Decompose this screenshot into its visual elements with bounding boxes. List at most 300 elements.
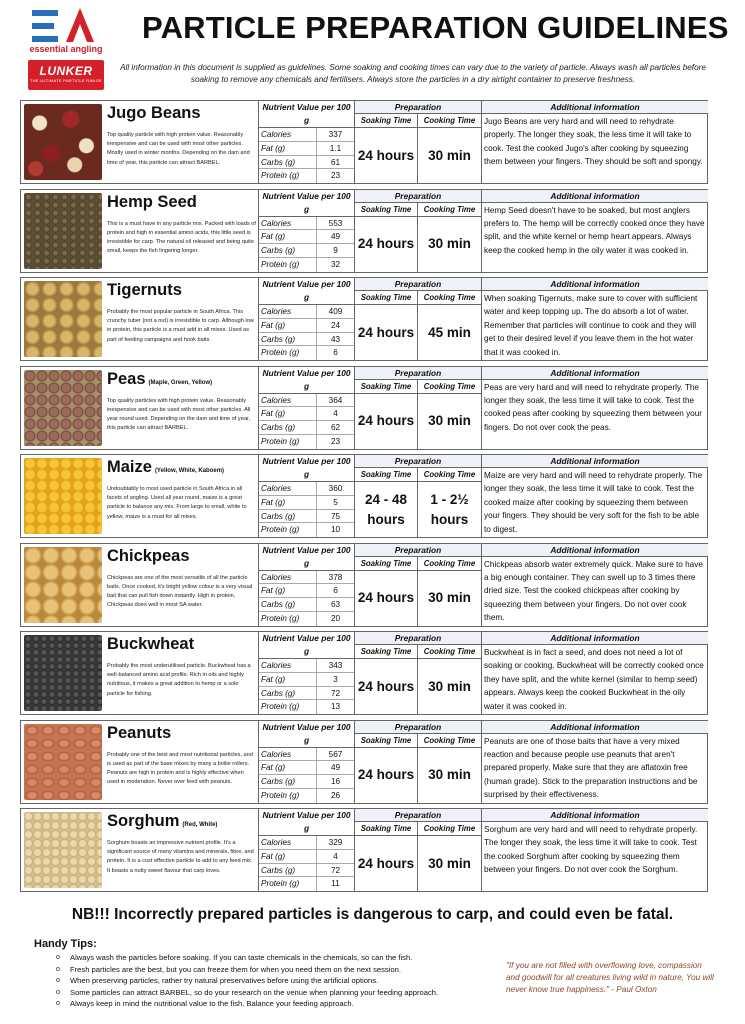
fat-value: 5 (333, 497, 338, 507)
particle-name (107, 812, 217, 831)
brand-name: essential angling (29, 44, 103, 54)
particle-name (107, 104, 204, 123)
quote: "If you are not filled with overflowing love, compassion and goodwill for all creatures living wild in nature, You will never know true happiness." - Paul Oxton (506, 961, 714, 994)
particle-photo (24, 547, 102, 623)
particle-description: Top quality particles with high protein value. Reasonably inexpensive and can be used with most other particles. All year round used. Depending on the dam and time of year, this particle can attract BARBEL. (107, 397, 251, 432)
tip-text: Fresh particles are the best, but you can freeze them for when you need them on the next session. (70, 964, 401, 974)
nutrient-label: Carbs (g) (259, 244, 317, 257)
nutrient-label: Protein (g) (259, 435, 317, 449)
additional-info-text: Sorghum are very hard and will need to rehydrate properly. The longer they soak, the less time it will take to cook. Test the cooked Sorghum after cooking by squeezing them between your fingers. Do not over cook the Sorghum. (484, 825, 698, 875)
nutrient-row (259, 510, 354, 524)
preparation-table (354, 809, 481, 891)
cooking-header: Cooking Time (423, 116, 476, 125)
fat-value: 4 (333, 851, 338, 861)
warning-text: NB!!! Incorrectly prepared particles is dangerous to carp, and could even be fatal. (71, 906, 674, 923)
preparation-times (355, 836, 481, 891)
particle-name (107, 458, 224, 477)
nutrient-label: Carbs (g) (259, 333, 317, 346)
nutrient-row (259, 612, 354, 626)
nutrient-label: Calories (259, 217, 317, 230)
preparation-times (355, 394, 481, 449)
nutrient-label: Fat (g) (259, 584, 317, 597)
soaking-time: 24 hours (355, 659, 418, 714)
additional-info-text: Maize are very hard and will need to rehydrate properly. The longer they soak, the less time it will take to cook. Test the cooked maize after cooking by squeezing them between your fingers. They should be very soft for the fish to be able to digest. (484, 471, 703, 534)
carbs-value: 62 (330, 423, 341, 432)
nutrient-label: Fat (g) (259, 142, 317, 155)
fat-value: 3 (333, 674, 338, 684)
tips-title: Handy Tips: (34, 938, 97, 950)
particle-name (107, 281, 185, 300)
nutrient-row (259, 394, 354, 408)
nutrient-row (259, 169, 354, 183)
page-title: PARTICLE PREPARATION GUIDELINES (142, 10, 729, 45)
soaking-header: Soaking Time (355, 734, 418, 747)
nutrient-label: Carbs (g) (259, 775, 317, 788)
preparation-header: Preparation (355, 632, 481, 645)
soaking-time: 24 hours (355, 128, 418, 183)
nutrient-row (259, 333, 354, 347)
additional-info-header: Additional information (482, 278, 708, 291)
nutrient-row (259, 673, 354, 687)
preparation-table (354, 278, 481, 360)
additional-info-text: Peas are very hard and will need to rehydrate properly. The longer they soak, the less time it will take to cook. Test the cooked peas after cooking by squeezing them between your fingers. Do not over cook the peas. (484, 382, 703, 432)
soaking-header: Soaking Time (355, 380, 418, 393)
carbs-value: 63 (330, 600, 341, 609)
nutrient-row (259, 761, 354, 775)
nutrient-table (258, 278, 354, 360)
nutrient-row (259, 687, 354, 701)
carbs-value: 9 (333, 246, 338, 255)
nutrient-row (259, 850, 354, 864)
nutrient-label: Fat (g) (259, 761, 317, 774)
preparation-times (355, 659, 481, 714)
particle-variety: (Red, White) (182, 822, 218, 828)
particle-description: Top quality particle with high protein value. Reasonably inexpensive and can be used with most other particles. Mostly used in winter months. Depending on the dam and time of year, this particle can attract BARBEL. (107, 132, 250, 166)
particle-variety: (Maple, Green, Yellow) (148, 379, 213, 386)
preparation-times (355, 571, 481, 626)
protein-value: 11 (331, 879, 340, 889)
nutrient-label: Protein (g) (259, 258, 317, 272)
nutrient-row (259, 523, 354, 537)
particle-card (20, 277, 708, 361)
nutrient-header: Nutrient Value per 100 g (259, 721, 354, 748)
cooking-time: 30 min (428, 590, 471, 605)
nutrient-row (259, 571, 354, 585)
particle-name-text: Buckwheat (107, 635, 195, 653)
protein-value: 26 (330, 790, 341, 800)
protein-value: 10 (330, 525, 341, 535)
particle-card (20, 720, 708, 804)
nutrient-table (258, 190, 354, 272)
nutrient-table (258, 367, 354, 449)
cooking-header: Cooking Time (423, 470, 476, 479)
calories-value: 553 (328, 218, 343, 228)
nutrient-header: Nutrient Value per 100 g (259, 809, 354, 836)
particle-description: Probably the most popular particle in South Africa. This crunchy tuber (not a nut) is irresistible to carp. Although low in protein, this particle is a must add in all mixes. Used as part of feeding campaigns and hook baits. (107, 309, 254, 343)
preparation-header: Preparation (355, 190, 481, 203)
bullet-icon: o (56, 954, 60, 961)
nutrient-row (259, 128, 354, 142)
preparation-header: Preparation (355, 278, 481, 291)
protein-value: 13 (330, 702, 341, 712)
tip-text: Always keep in mind the nutritional value to the fish. Balance your feeding approach. (70, 999, 354, 1009)
nutrient-label: Carbs (g) (259, 687, 317, 700)
particle-photo (24, 104, 102, 180)
additional-info (481, 367, 708, 449)
additional-info-text: Peanuts are one of those baits that have a very mixed reaction and because people use peanuts that aren't prepared properly. Make sure that they are aflatoxin free (human grade). Stick to the preparation instructions and be surprised by their effectiveness. (484, 736, 698, 800)
nutrient-label: Protein (g) (259, 789, 317, 803)
nutrient-label: Carbs (g) (259, 421, 317, 434)
nutrient-label: Calories (259, 305, 317, 318)
nutrient-row (259, 877, 354, 891)
particle-name-text: Peas (107, 369, 146, 388)
calories-value: 329 (328, 838, 343, 847)
particle-photo (24, 370, 102, 446)
lunker-badge (28, 60, 104, 90)
nutrient-row (259, 775, 354, 789)
nutrient-label: Protein (g) (259, 877, 317, 891)
preparation-subheader (355, 734, 481, 748)
cooking-header: Cooking Time (423, 735, 476, 745)
particle-description: Sorghum boasts an impressive nutrient profile. It's a significant source of many vitamins and minerals, fibre, and protein. It is a cost effective particle to add to any feed mix. It boasts a nutty sweet flavour that carp loves. (107, 840, 254, 874)
preparation-header: Preparation (355, 809, 481, 822)
tip-text: Always wash the particles before soaking. If you can taste chemicals in the chemicals, so can the fish. (70, 953, 413, 962)
nutrient-label: Fat (g) (259, 319, 317, 332)
tip-item (56, 998, 496, 1010)
particle-name-text: Tigernuts (107, 281, 182, 299)
soaking-header: Soaking Time (355, 291, 418, 304)
soaking-time: 24 hours (355, 305, 418, 360)
nutrient-header: Nutrient Value per 100 g (259, 455, 354, 482)
nutrient-row (259, 407, 354, 421)
calories-value: 409 (328, 307, 343, 316)
nutrient-row (259, 230, 354, 244)
nutrient-table (258, 455, 354, 537)
nutrient-label: Carbs (g) (259, 156, 317, 169)
additional-info-header: Additional information (482, 544, 708, 557)
particle-name-text: Peanuts (107, 723, 172, 742)
particle-description: Probably one of the best and most nutritional particles, and is used as part of the base mixes by many a boilie rollers. Peanuts are high in protein and is highly effective when used in moderation. Never over feed with peanuts. (107, 751, 253, 786)
bullet-icon: o (56, 988, 60, 996)
lunker-badge-text: LUNKER (39, 64, 93, 78)
tip-item (56, 952, 496, 964)
additional-info (481, 721, 708, 803)
particle-description: Chickpeas are one of the most versatile of all the particle baits. Once cooked, it's bright yellow colour is a very visual bait that can pull fish down instantly. High in protein, Chickpeas does well in most SA water. (107, 574, 253, 609)
particle-description: This is a must have in any particle mix. Packed with loads of protein and high in essential amino acids, this little seed is irresistible for carp. The natural oil released and being quite small, keeps the fish lingering longer. (107, 220, 256, 255)
particle-name-text: Maize (107, 458, 152, 476)
nutrient-row (259, 482, 354, 496)
particle-photo (24, 812, 102, 888)
additional-info-text: When soaking Tigernuts, make sure to cover with sufficient water and keep topping up. The do absorb a lot of water. Remember that particles will continue to cook and they will get to their desired level if you leave them in the hot water that it was cooked in. (484, 294, 698, 357)
particle-photo (24, 193, 102, 269)
lunker-badge-subtext: THE ULTIMATE PARTICLE RANGE (29, 78, 103, 83)
preparation-table (354, 367, 481, 449)
preparation-table (354, 190, 481, 272)
nutrient-row (259, 305, 354, 319)
nutrient-row (259, 598, 354, 612)
particle-card (20, 631, 708, 715)
preparation-subheader (355, 645, 481, 659)
bullet-icon: o (56, 1000, 60, 1008)
additional-info-text: Buckwheat is in fact a seed, and does not need a lot of soaking or cooking. Buckwheat will be correctly cooked once they have split, and the white kernel (similar to hemp seed) appears. Always keep the cooked Buckwheat in the oily water it was cooked in. (484, 648, 704, 711)
nutrient-header: Nutrient Value per 100 g (259, 367, 354, 394)
nutrient-row (259, 319, 354, 333)
protein-value: 20 (330, 613, 341, 623)
essential-angling-logo-icon (30, 6, 102, 46)
additional-info (481, 809, 708, 891)
soaking-time: 24 hours (355, 217, 418, 272)
additional-info-header: Additional information (482, 101, 708, 114)
preparation-times (355, 128, 481, 183)
particle-variety: (Yellow, White, Kaboem) (154, 468, 225, 474)
fat-value: 24 (330, 320, 341, 330)
additional-info-header: Additional information (482, 367, 708, 380)
nutrient-label: Fat (g) (259, 407, 317, 420)
soaking-header: Soaking Time (355, 114, 418, 127)
nutrient-row (259, 864, 354, 878)
nutrient-table (258, 721, 354, 803)
fat-value: 1.1 (329, 143, 342, 153)
particle-photo (24, 635, 102, 711)
calories-value: 364 (328, 395, 343, 405)
cooking-header: Cooking Time (423, 293, 476, 302)
cooking-time: 30 min (428, 147, 471, 163)
nutrient-table (258, 632, 354, 714)
bullet-icon: o (56, 977, 60, 985)
nutrient-row (259, 789, 354, 803)
nutrient-row (259, 421, 354, 435)
protein-value: 23 (330, 436, 341, 446)
cooking-time: 30 min (428, 413, 471, 428)
particle-photo (24, 724, 102, 800)
preparation-header: Preparation (355, 721, 481, 734)
fat-value: 49 (330, 763, 341, 773)
cooking-header: Cooking Time (423, 824, 476, 833)
preparation-subheader (355, 380, 481, 394)
protein-value: 6 (333, 348, 338, 358)
nutrient-label: Protein (g) (259, 346, 317, 360)
particle-name-text: Chickpeas (107, 546, 190, 565)
additional-info (481, 544, 708, 626)
calories-value: 337 (328, 130, 343, 139)
carbs-value: 72 (330, 865, 341, 875)
bullet-icon: o (56, 965, 60, 973)
soaking-header: Soaking Time (355, 822, 418, 835)
additional-info (481, 455, 708, 537)
soaking-header: Soaking Time (355, 645, 418, 658)
calories-value: 567 (328, 749, 343, 759)
particle-card (20, 454, 708, 538)
nutrient-label: Carbs (g) (259, 864, 317, 877)
cooking-time: 30 min (428, 767, 471, 782)
nutrient-row (259, 217, 354, 231)
tip-text: When preserving particles, rather try natural preservatives before using the artificial options. (70, 976, 379, 986)
particle-name-text: Hemp Seed (107, 192, 197, 211)
fat-value: 49 (330, 232, 341, 242)
additional-info-header: Additional information (482, 809, 708, 822)
carbs-value: 16 (330, 777, 341, 786)
preparation-header: Preparation (355, 544, 481, 557)
tip-item (56, 964, 496, 976)
tip-item (56, 987, 496, 999)
particle-name (107, 370, 212, 389)
particle-name (107, 193, 200, 212)
fat-value: 6 (333, 586, 338, 596)
preparation-subheader (355, 822, 481, 836)
cooking-header: Cooking Time (423, 647, 476, 656)
cooking-time: 30 min (428, 236, 471, 251)
particle-photo (24, 458, 102, 534)
soaking-header: Soaking Time (355, 468, 418, 481)
preparation-times (355, 305, 481, 360)
intro-text: All information in this document is supplied as guidelines. Some soaking and cooking times can vary due to the variety of particle. Always wash all particles before soaking to remove any chemicals and fertilisers. Always store the particles in a dry airtight container to preserve freshness. (120, 63, 706, 84)
particle-name (107, 635, 197, 654)
nutrient-label: Calories (259, 482, 317, 495)
preparation-times (355, 748, 481, 803)
preparation-times (355, 217, 481, 272)
nutrient-label: Fat (g) (259, 850, 317, 863)
cooking-header: Cooking Time (423, 204, 476, 214)
preparation-table (354, 455, 481, 537)
nutrient-header: Nutrient Value per 100 g (259, 278, 354, 305)
nutrient-label: Calories (259, 748, 317, 761)
soaking-time: 24 hours (355, 394, 418, 449)
preparation-header: Preparation (355, 367, 481, 380)
preparation-table (354, 721, 481, 803)
preparation-table (354, 632, 481, 714)
soaking-time: 24 - 48 hours (355, 482, 418, 537)
nutrient-row (259, 584, 354, 598)
preparation-header: Preparation (355, 455, 481, 468)
calories-value: 378 (328, 572, 343, 582)
additional-info-header: Additional information (482, 721, 708, 734)
protein-value: 32 (330, 259, 341, 269)
nutrient-label: Carbs (g) (259, 510, 317, 523)
cooking-time: 30 min (428, 678, 471, 694)
tip-text: Some particles can attract BARBEL, so do your research on the venue when planning your feeding approach. (70, 987, 439, 997)
brand-logo (24, 6, 108, 94)
nutrient-table (258, 101, 354, 183)
carbs-value: 75 (330, 511, 341, 521)
nutrient-table (258, 544, 354, 626)
nutrient-row (259, 258, 354, 272)
tips-list (56, 952, 496, 1010)
nutrient-row (259, 435, 354, 449)
nutrient-row (259, 659, 354, 673)
particle-name (107, 547, 193, 566)
cooking-header: Cooking Time (423, 381, 476, 391)
additional-info-header: Additional information (482, 632, 708, 645)
protein-value: 23 (330, 171, 341, 181)
nutrient-header: Nutrient Value per 100 g (259, 544, 354, 571)
nutrient-label: Fat (g) (259, 496, 317, 509)
carbs-value: 43 (330, 334, 341, 344)
soaking-header: Soaking Time (355, 203, 418, 216)
soaking-time: 24 hours (355, 836, 418, 891)
additional-info (481, 632, 708, 714)
nutrient-label: Calories (259, 659, 317, 672)
nutrient-header: Nutrient Value per 100 g (259, 190, 354, 217)
preparation-subheader (355, 203, 481, 217)
nutrient-row (259, 700, 354, 714)
additional-info (481, 278, 708, 360)
particle-card (20, 543, 708, 627)
additional-info-text: Hemp Seed doesn't have to be soaked, but most anglers prefers to. The hemp will be correctly cooked once they have split, and the white kernel or hemp heart appears. Always keep the cooked hemp in the oily water it was cooked in. (484, 205, 705, 255)
additional-info-header: Additional information (482, 190, 708, 203)
particle-name-text: Jugo Beans (107, 104, 201, 122)
soaking-time: 24 hours (355, 748, 418, 803)
nutrient-label: Calories (259, 836, 317, 849)
particle-description: Undoubtably to most used particle in South Africa in all facets of angling. Used all year round, maize is a great particle to balance any mix. From large to small, white to yellow, maize is a must for all mixes. (107, 486, 247, 520)
particle-photo (24, 281, 102, 357)
cooking-time: 1 - 2½ hours (430, 491, 469, 527)
particle-description: Probably the most underutilised particle. Buckwheat has a well-balanced amino acid profile. Rich in oils and highly nutritious, it makes a great addition to hemp or a sole particle for fishing. (107, 663, 251, 697)
additional-info-header: Additional information (482, 455, 708, 468)
tip-item (56, 975, 496, 987)
preparation-subheader (355, 557, 481, 571)
nutrient-label: Protein (g) (259, 700, 317, 714)
nutrient-label: Fat (g) (259, 230, 317, 243)
particle-card (20, 366, 708, 450)
additional-info-text: Chickpeas absorb water extremely quick. Make sure to have a big enough container. They can swell up to 3 times there dried size. Test the cooked chickpeas after cooking by squeezing them between your fingers. Do not over cook them. (484, 559, 703, 623)
nutrient-header: Nutrient Value per 100 g (259, 632, 354, 659)
nutrient-label: Protein (g) (259, 523, 317, 537)
preparation-table (354, 101, 481, 183)
nutrient-table (258, 809, 354, 891)
calories-value: 360 (328, 484, 343, 493)
carbs-value: 61 (330, 157, 341, 167)
nutrient-label: Calories (259, 571, 317, 584)
particle-card (20, 808, 708, 892)
particle-name-text: Sorghum (107, 812, 180, 830)
particle-card (20, 100, 708, 184)
nutrient-label: Calories (259, 394, 317, 407)
nutrient-row (259, 496, 354, 510)
preparation-header: Preparation (355, 101, 481, 114)
cooking-header: Cooking Time (423, 558, 476, 568)
particle-name (107, 724, 174, 743)
additional-info (481, 101, 708, 183)
nutrient-header: Nutrient Value per 100 g (259, 101, 354, 128)
calories-value: 343 (328, 661, 343, 670)
preparation-subheader (355, 114, 481, 128)
preparation-subheader (355, 468, 481, 482)
nutrient-row (259, 346, 354, 360)
particle-card (20, 189, 708, 273)
preparation-table (354, 544, 481, 626)
nutrient-label: Fat (g) (259, 673, 317, 686)
cooking-time: 30 min (428, 855, 471, 871)
soaking-header: Soaking Time (355, 557, 418, 570)
carbs-value: 72 (330, 688, 341, 698)
nutrient-row (259, 156, 354, 170)
preparation-times (355, 482, 481, 537)
cooking-time: 45 min (428, 324, 471, 340)
nutrient-label: Calories (259, 128, 317, 141)
additional-info (481, 190, 708, 272)
nutrient-label: Protein (g) (259, 169, 317, 183)
fat-value: 4 (333, 409, 338, 419)
nutrient-row (259, 244, 354, 258)
additional-info-text: Jugo Beans are very hard and will need to rehydrate properly. The longer they soak, the less time it will take to cook. Test the cooked Jugo's after cooking by squeezing them between your fingers. They should be soft and spongy. (484, 117, 703, 167)
soaking-time: 24 hours (355, 571, 418, 626)
nutrient-label: Protein (g) (259, 612, 317, 626)
nutrient-label: Carbs (g) (259, 598, 317, 611)
nutrient-row (259, 142, 354, 156)
preparation-subheader (355, 291, 481, 305)
nutrient-row (259, 836, 354, 850)
nutrient-row (259, 748, 354, 762)
